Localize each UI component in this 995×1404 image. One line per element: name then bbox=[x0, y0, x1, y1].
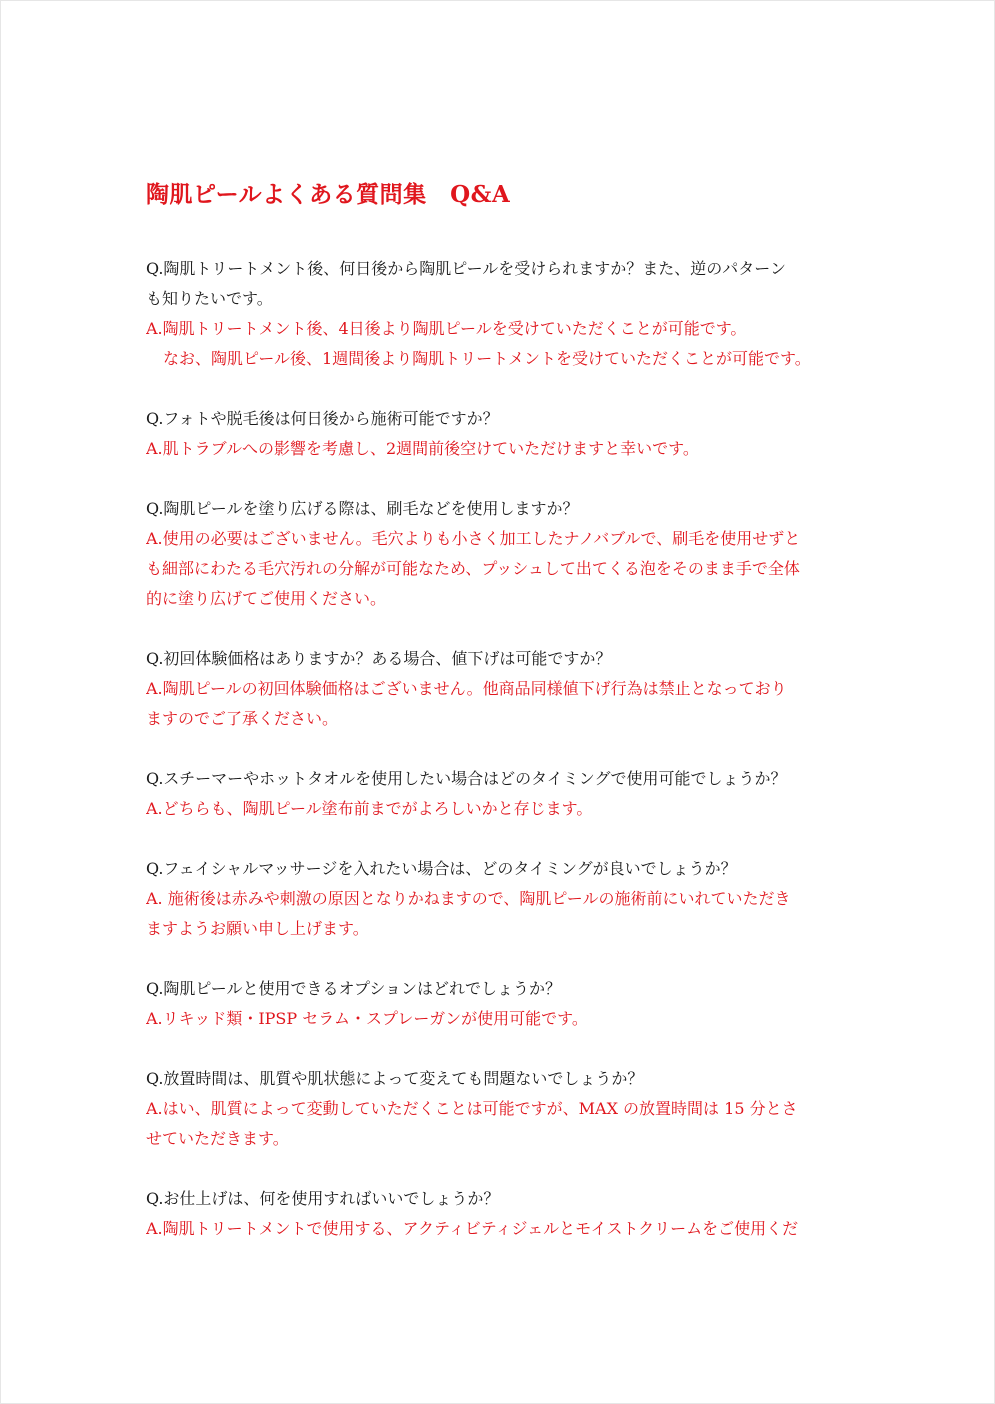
question-line: Q.スチーマーやホットタオルを使用したい場合はどのタイミングで使用可能でしょうか？ bbox=[146, 769, 787, 788]
qa-item bbox=[146, 404, 858, 464]
answer-line: なお、陶肌ピール後、1週間後より陶肌トリートメントを受けていただくことが可能です。 bbox=[163, 349, 811, 368]
answer-line: せていただきます。 bbox=[146, 1129, 289, 1148]
qa-item bbox=[146, 1184, 858, 1244]
question-line: Q.お仕上げは、何を使用すればいいでしょうか？ bbox=[146, 1189, 500, 1208]
answer-line: 的に塗り広げてご使用ください。 bbox=[146, 589, 387, 608]
qa-item bbox=[146, 254, 858, 374]
qa-item bbox=[146, 854, 858, 944]
question-line: も知りたいです。 bbox=[146, 289, 273, 308]
qa-item bbox=[146, 764, 858, 824]
answer-line: A.肌トラブルへの影響を考慮し、2週間前後空けていただけますと幸いです。 bbox=[146, 439, 699, 458]
question-line: Q.放置時間は、肌質や肌状態によって変えても問題ないでしょうか？ bbox=[146, 1069, 644, 1088]
answer-line: A.リキッド類・IPSP セラム・スプレーガンが使用可能です。 bbox=[146, 1009, 588, 1028]
question-line: Q.フォトや脱毛後は何日後から施術可能ですか？ bbox=[146, 409, 499, 428]
qa-item bbox=[146, 1064, 858, 1154]
question-line: Q.陶肌トリートメント後、何日後から陶肌ピールを受けられますか？また、逆のパターン bbox=[146, 259, 786, 278]
answer-line: ますようお願い申し上げます。 bbox=[146, 919, 369, 938]
answer-line: ますのでご了承ください。 bbox=[146, 709, 339, 728]
answer-line: A.陶肌トリートメント後、4日後より陶肌ピールを受けていただくことが可能です。 bbox=[146, 319, 747, 338]
qa-item bbox=[146, 644, 858, 734]
question-line: Q.フェイシャルマッサージを入れたい場合は、どのタイミングが良いでしょうか？ bbox=[146, 859, 737, 878]
question-line: Q.陶肌ピールと使用できるオプションはどれでしょうか？ bbox=[146, 979, 562, 998]
qa-item bbox=[146, 974, 858, 1034]
qa-item bbox=[146, 494, 858, 614]
answer-line: A. 施術後は赤みや刺激の原因となりかねますので、陶肌ピールの施術前にいれていただき bbox=[146, 889, 791, 908]
answer-line: A.陶肌ピールの初回体験価格はございません。他商品同様値下げ行為は禁止となっており bbox=[146, 679, 787, 698]
answer-line: A.使用の必要はございません。毛穴よりも小さく加工したナノバブルで、刷毛を使用せずと bbox=[146, 529, 801, 548]
answer-line: も細部にわたる毛穴汚れの分解が可能なため、プッシュして出てくる泡をそのまま手で全体 bbox=[146, 559, 800, 578]
answer-line: A.はい、肌質によって変動していただくことは可能ですが、MAX の放置時間は 15 分とさ bbox=[146, 1099, 798, 1118]
qa-list bbox=[146, 254, 858, 1274]
question-line: Q.陶肌ピールを塗り広げる際は、刷毛などを使用しますか？ bbox=[146, 499, 579, 518]
page-title: 陶肌ピールよくある質問集 Q&A bbox=[146, 181, 511, 208]
answer-line: A.どちらも、陶肌ピール塗布前までがよろしいかと存じます。 bbox=[146, 799, 593, 818]
question-line: Q.初回体験価格はありますか？ある場合、値下げは可能ですか？ bbox=[146, 649, 612, 668]
answer-line: A.陶肌トリートメントで使用する、アクティビティジェルとモイストクリームをご使用くだ bbox=[146, 1219, 799, 1238]
